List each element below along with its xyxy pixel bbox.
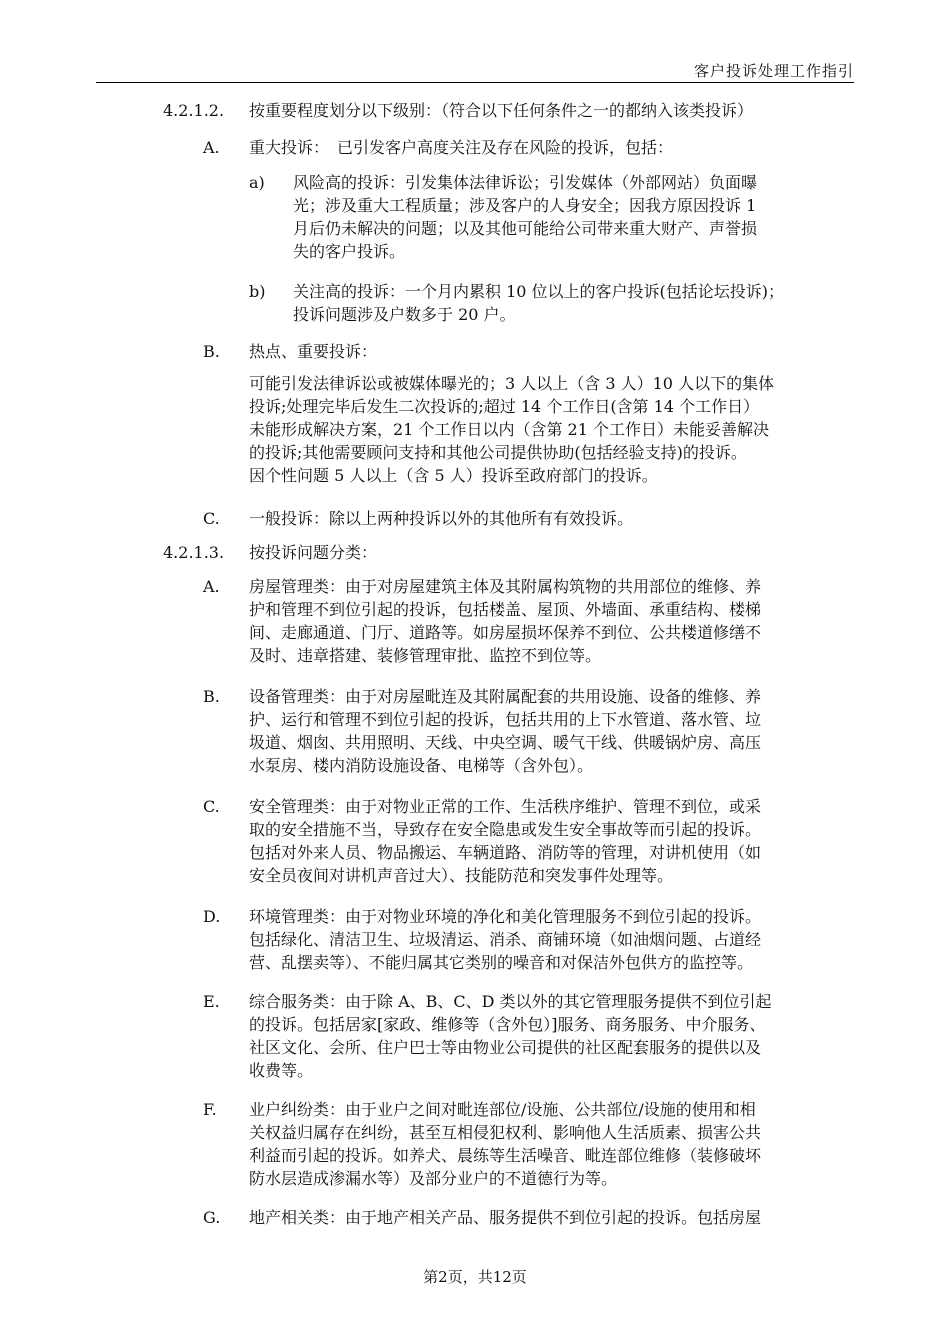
- item-label: A.: [203, 138, 220, 157]
- subitem-text: 风险高的投诉：引发集体法律诉讼；引发媒体（外部网站）负面曝 光；涉及重大工程质量；涉及客户的人身安全；因我方原因投诉 1 月后仍未解决的问题；以及其他可能给公司带来重大财产、声誉损 失的客户投诉。: [293, 173, 758, 261]
- item-text: 地产相关类：由于地产相关产品、服务提供不到位引起的投诉。包括房屋: [249, 1208, 762, 1227]
- item-label: C.: [203, 797, 220, 816]
- item-text: 环境管理类：由于对物业环境的净化和美化管理服务不到位引起的投诉。 包括绿化、清洁卫生、垃圾清运、消杀、商铺环境（如油烟问题、占道经 营、乱摆卖等）、不能归属其它类别的噪音和对保洁外包供方的监控等。: [249, 907, 762, 972]
- subitem-label: b): [249, 282, 266, 301]
- page-number: 第2页，共12页: [423, 1268, 527, 1286]
- item-label: E.: [203, 992, 220, 1011]
- item-text: 综合服务类：由于除 A、B、C、D 类以外的其它管理服务提供不到位引起 的投诉。包括居家[家政、维修等（含外包）]服务、商务服务、中介服务、 社区文化、会所、住户巴士等由物业公司提供的社区配套服务的提供以及 收费等。: [249, 992, 772, 1080]
- item-text: 安全管理类：由于对物业正常的工作、生活秩序维护、管理不到位，或采 取的安全措施不当，导致存在安全隐患或发生安全事故等而引起的投诉。 包括对外来人员、物品搬运、车辆道路、消防等的管理，对讲机使用（如 安全员夜间对讲机声音过大）、技能防范和突发事件处理等。: [249, 797, 762, 885]
- item-label: C.: [203, 509, 220, 528]
- section-heading: 按重要程度划分以下级别：（符合以下任何条件之一的都纳入该类投诉）: [249, 101, 754, 120]
- header-divider: [96, 82, 854, 83]
- section-number: 4.2.1.2.: [163, 101, 225, 120]
- item-text: 设备管理类：由于对房屋毗连及其附属配套的共用设施、设备的维修、养 护、运行和管理不到位引起的投诉，包括共用的上下水管道、落水管、垃 圾道、烟囱、共用照明、天线、中央空调、暖气干线、供暖锅炉房、高压 水泵房、楼内消防设施设备、电梯等（含外包）。: [249, 687, 762, 775]
- item-label: F.: [203, 1100, 217, 1119]
- section-heading: 按投诉问题分类：: [249, 543, 378, 562]
- item-label: A.: [203, 577, 220, 596]
- document-header-title: 客户投诉处理工作指引: [693, 62, 854, 80]
- item-text: 重大投诉： 已引发客户高度关注及存在风险的投诉，包括：: [249, 138, 674, 157]
- item-label: G.: [203, 1208, 221, 1227]
- subitem-label: a): [249, 173, 265, 192]
- item-text: 房屋管理类：由于对房屋建筑主体及其附属构筑物的共用部位的维修、养 护和管理不到位引起的投诉，包括楼盖、屋顶、外墙面、承重结构、楼梯 间、走廊通道、门厅、道路等。如房屋损坏保养不到位、公共楼道修缮不 及时、违章搭建、装修管理审批、监控不到位等。: [249, 577, 762, 665]
- item-label: D.: [203, 907, 221, 926]
- item-label: B.: [203, 687, 220, 706]
- item-text: 一般投诉：除以上两种投诉以外的其他所有有效投诉。: [249, 509, 634, 528]
- subitem-text: 关注高的投诉：一个月内累积 10 位以上的客户投诉(包括论坛投诉)； 投诉问题涉及户数多于 20 户。: [293, 282, 785, 324]
- item-text: 热点、重要投诉：: [249, 342, 378, 361]
- item-text: 业户纠纷类：由于业户之间对毗连部位/设施、公共部位/设施的使用和相 关权益归属存在纠纷，甚至互相侵犯权利、影响他人生活质素、损害公共 利益而引起的投诉。如养犬、晨练等生活噪音、毗连部位维修（装修破坏 防水层造成渗漏水等）及部分业户的不道德行为等。: [249, 1100, 762, 1188]
- item-label: B.: [203, 342, 220, 361]
- item-body: 可能引发法律诉讼或被媒体曝光的；3 人以上（含 3 人）10 人以下的集体 投诉;处理完毕后发生二次投诉的;超过 14 个工作日(含第 14 个工作日） 未能形成解决方案，21 个工作日以内（含第 21 个工作日）未能妥善解决 的投诉;其他需要顾问支持和其他公司提供协助(包括经验支持)的投诉。 因个性问题 5 人以上（含 5 人）投诉至政府部门的投诉。: [249, 374, 775, 485]
- section-number: 4.2.1.3.: [163, 543, 225, 562]
